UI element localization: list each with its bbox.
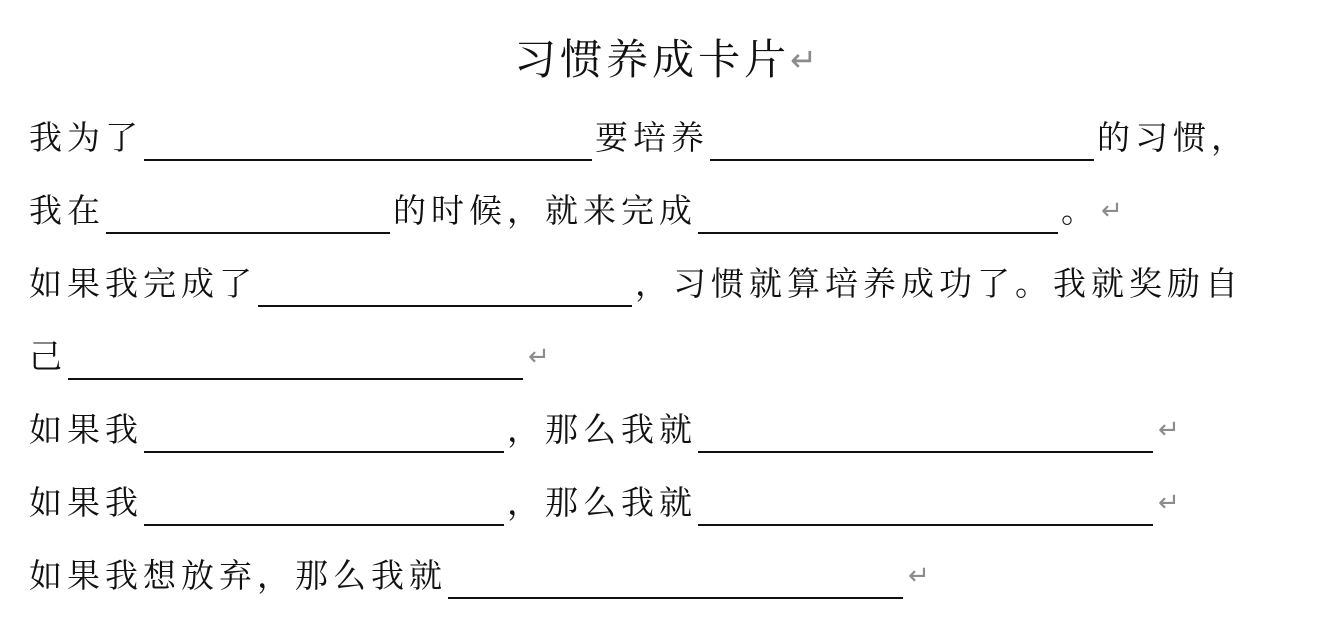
- line-1-text-b: 要培养: [595, 118, 709, 157]
- page-title: [0, 30, 1331, 90]
- paragraph-mark-icon: ↵: [1158, 488, 1180, 518]
- line-5-text-b: ，那么我就: [507, 410, 697, 449]
- line-6-text-a: 如果我: [29, 483, 143, 522]
- paragraph-mark-icon: ↵: [908, 561, 930, 591]
- line-4-text-a: 己: [29, 337, 67, 376]
- line-5-text-a: 如果我: [29, 410, 143, 449]
- line-1-text-a: 我为了: [29, 118, 143, 157]
- line-7: [29, 553, 930, 599]
- title-text: 习惯养成卡片: [514, 35, 791, 84]
- line-3-text-b: ，习惯就算培养成功了。我就奖励自: [635, 264, 1243, 303]
- paragraph-mark-icon: ↵: [790, 41, 817, 79]
- line-7-text-a: 如果我想放弃，那么我就: [29, 556, 447, 595]
- quit-response-blank[interactable]: [448, 563, 903, 599]
- line-4: [29, 334, 550, 380]
- response-1-blank[interactable]: [698, 417, 1153, 453]
- completion-blank[interactable]: [258, 271, 632, 307]
- condition-1-blank[interactable]: [144, 417, 504, 453]
- line-2: [29, 188, 1123, 234]
- line-3: [29, 261, 1243, 307]
- action-blank[interactable]: [698, 198, 1058, 234]
- line-6-text-b: ，那么我就: [507, 483, 697, 522]
- paragraph-mark-icon: ↵: [1101, 196, 1123, 226]
- reward-blank[interactable]: [68, 344, 523, 380]
- line-1: [29, 115, 1249, 161]
- time-blank[interactable]: [106, 198, 390, 234]
- line-3-text-a: 如果我完成了: [29, 264, 257, 303]
- line-2-text-c: 。: [1061, 191, 1099, 230]
- paragraph-mark-icon: ↵: [528, 342, 550, 372]
- habit-blank[interactable]: [710, 125, 1094, 161]
- goal-blank[interactable]: [144, 125, 592, 161]
- line-2-text-a: 我在: [29, 191, 105, 230]
- line-1-text-c: 的习惯，: [1097, 118, 1249, 157]
- paragraph-mark-icon: ↵: [1158, 415, 1180, 445]
- line-2-text-b: 的时候，就来完成: [393, 191, 697, 230]
- condition-2-blank[interactable]: [144, 490, 504, 526]
- response-2-blank[interactable]: [698, 490, 1153, 526]
- line-6: [29, 480, 1180, 526]
- line-5: [29, 407, 1180, 453]
